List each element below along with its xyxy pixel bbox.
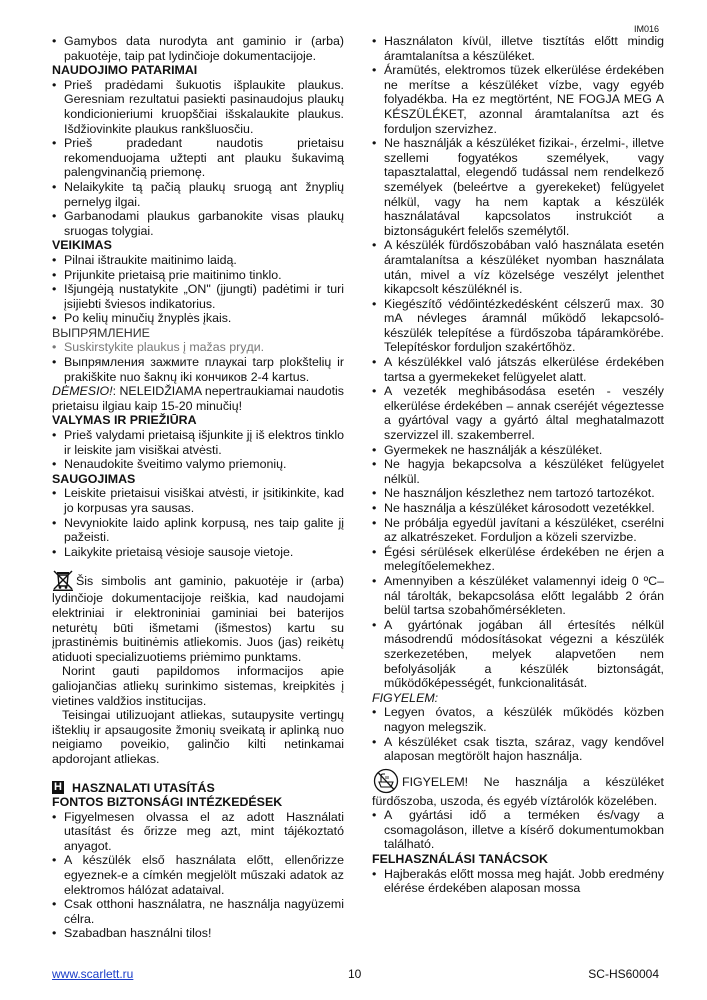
list-item: • Figyelmesen olvassa el az adott Használati utasítást és őrizze meg azt, mint tájékoztató anyagot. — [52, 810, 344, 854]
list-item: • Nenaudokite šveitimo valymo priemonių. — [52, 457, 344, 472]
list-item: • Prieš pradedant naudotis prietaisu rekomenduojama užtepti ant plauku šukavimą palengvinančią priemonę. — [52, 136, 344, 180]
hu-title-text: HASZNALATI UTASÍTÁS — [72, 780, 215, 795]
straighten-caption: ВЫПРЯМЛЕНИЕ — [52, 325, 150, 340]
list-item: • Gamybos data nurodyta ant gaminio ir (arba) pakuotėje, taip pat lydinčioje dokumentacijoje. — [52, 34, 344, 63]
list-item: • Išjungėją nustatykite „ON" (įjungti) padėtimi ir turi įsijiebti šviesos indikatorius. — [52, 282, 344, 311]
warning-label: DĖMESIO! — [52, 384, 113, 399]
list-item: • Laikykite prietaisą vėsioje sausoje vietoje. — [52, 545, 344, 560]
no-shower-paragraph — [372, 768, 664, 809]
list-item: • A vezeték meghibásodása esetén - veszély elkerülése érdekében – annak cseréjét végeztesse a gyártóval vagy a gyártó által meghatalmazott szervizzel ill. szakemberrel. — [372, 384, 664, 442]
hu-title — [52, 781, 344, 796]
no-bath-warning-icon — [372, 768, 400, 794]
list-item: • Hajberakás előtt mossa meg haját. Jobb eredmény elérése érdekében alaposan mossa — [372, 867, 664, 896]
usage-heading: NAUDOJIMO PATARIMAI — [52, 63, 198, 78]
weee-paragraph — [52, 569, 344, 664]
right-column — [372, 34, 664, 896]
list-item: • Suskirstykite plaukus į mažas pryди. — [52, 340, 344, 355]
list-item: • A készüléket csak tiszta, száraz, vagy kendővel alaposan megtörölt hajon használja. — [372, 735, 664, 764]
usage-tips-heading: FELHASZNÁLÁSI TANÁCSOK — [372, 852, 548, 867]
list-item: • Leiskite prietaisui visiškai atvėsti, ir įsitikinkite, kad jo korpusas yra sausas. — [52, 486, 344, 515]
list-item: • Prieš pradėdami šukuotis išplaukite plaukus. Geresniam rezultatui pasiekti pasinaudojus plaukų kondicionieriumi kruopščiai išskalaukite plaukus. Išdžiovinkite plaukus rankšluosčiu. — [52, 78, 344, 136]
list-item: • Prieš valydami prietaisą išjunkite jį iš elektros tinklo ir leiskite jam visiškai atvėsti. — [52, 428, 344, 457]
left-column — [52, 34, 344, 941]
list-item: • Gyermekek ne használják a készüléket. — [372, 443, 664, 458]
language-badge: H — [52, 781, 64, 794]
list-item: • Nelaikykite tą pačią plaukų sruogą ant žnyplių pernelyg ilgai. — [52, 180, 344, 209]
weee-paragraph-2: Norint gauti papildomos informacijos apie galiojančias atliekų surinkimo sistemas, kreipkitės į vietines valdžios institucijas. — [52, 664, 344, 708]
list-item: • Szabadban használni tilos! — [52, 926, 344, 941]
list-item: • Pilnai ištraukite maitinimo laidą. — [52, 253, 344, 268]
list-item: • Выпрямления зажмите плаукai tarp plokštelių ir prakiškite nuo šaknų iki кончиков 2-4 kartus. — [52, 355, 344, 384]
list-item: • Garbanodami plaukus garbanokite visas plaukų sruogas tolygiai. — [52, 209, 344, 238]
list-item: • A gyártási idő a terméken és/vagy a csomagoláson, illetve a kísérő dokumentumokban található. — [372, 808, 664, 852]
care-heading: VALYMAS IR PRIEŽIŪRA — [52, 413, 197, 428]
page-number: 10 — [348, 967, 362, 981]
list-item: • A gyártónak jogában áll értesítés nélkül másodrendű módosításokat végezni a készülék szerkezetében, melyek alapvetően nem befolyásolják a készülék biztonságát, működőképességét, funkcionalitását. — [372, 618, 664, 691]
list-item: • Legyen óvatos, a készülék működés közben nagyon melegszik. — [372, 705, 664, 734]
no-shower-text: FIGYELEM! Ne használja a készüléket fürdőszoba, uszoda, és egyéb víztárolók közelében. — [372, 774, 664, 808]
list-item: • Csak otthoni használatra, ne használja nagyüzemi célra. — [52, 897, 344, 926]
weee-text: Šis simbolis ant gaminio, pakuotėje ir (arba) lydinčioje dokumentacijoje reiškia, kad naudojami elektriniai ir elektroniniai gaminiai bei baterijos neturėtų būti išmetami (išmestos) kartu su įprastinėmis buitinėmis atliekomis. Juos (jas) reikėtų atiduoti specializuotiems priėmimo punktams. — [52, 574, 344, 664]
attention-label: FIGYELEM: — [372, 690, 439, 705]
footer — [52, 967, 659, 983]
storage-heading: SAUGOJIMAS — [52, 471, 136, 486]
list-item: • A készülékkel való játszás elkerülése érdekében tartsa a gyermekeket felügyelet alatt. — [372, 355, 664, 384]
hu-safety-heading: FONTOS BIZTONSÁGI INTÉZKEDÉSEK — [52, 795, 283, 810]
list-item: • Amennyiben a készüléket valamennyi ideig 0 ºC–nál tárolták, bekapcsolása előtt legalább 2 órán belül tartsa szobahőmérsékleten. — [372, 574, 664, 618]
list-item: • Prijunkite prietaisą prie maitinimo tinklo. — [52, 268, 344, 283]
list-item: • Használaton kívül, illetve tisztítás előtt mindig áramtalanítsa a készüléket. — [372, 34, 664, 63]
page-code: IM016 — [633, 24, 659, 34]
operation-heading: VEIKIMAS — [52, 238, 112, 253]
weee-paragraph-3: Teisingai utilizuojant atliekas, sutaupysite vertingų išteklių ir apsaugosite žmonių sveikatą ir aplinką nuo neigiamo poveikio, galinčio kilti netinkamai apdorojant atliekas. — [52, 708, 344, 766]
list-item: • Áramütés, elektromos tüzek elkerülése érdekében ne merítse a készüléket vízbe, vagy egyéb folyadékba. Ha ez megtörtént, NE FOGJA MEG A KÉSZÜLÉKET, azonnal áramtalanítsa azt és forduljon szervizhez. — [372, 63, 664, 136]
warning-paragraph — [52, 384, 344, 413]
list-item: • Ne használja a készüléket károsodott vezetékkel. — [372, 501, 664, 516]
list-item: • A készülék első használata előtt, ellenőrizze egyeznek-e a címkén megjelölt műszaki adatok az elektromos hálózat adataival. — [52, 853, 344, 897]
list-item: • Ne hagyja bekapcsolva a készüléket felügyelet nélkül. — [372, 457, 664, 486]
list-item: • Ne próbálja egyedül javítani a készüléket, cserélni az alkatrészeket. Forduljon a közeli szervizbe. — [372, 516, 664, 545]
list-item: • Ne használják a készüléket fizikai-, érzelmi-, illetve szellemi fogyatékos személyek, vagy tapasztalattal, elegendő tudással nem rendelkező személyek (beleértve a gyerekeket) felügyelet nélkül, vagy ha nem kaptak a készülék használatával kapcsolatos instrukciót a biztonságukért felelős személytől. — [372, 136, 664, 238]
list-item: • A készülék fürdőszobában való használata esetén áramtalanítsa a készüléket nyomban használata után, mivel a víz közelsége veszélyt jelenthet kikapcsolt készüléknél is. — [372, 238, 664, 296]
list-item: • Po kelių minučių žnyplės įkais. — [52, 311, 344, 326]
website-link[interactable]: www.scarlett.ru — [52, 967, 134, 981]
list-item: • Égési sérülések elkerülése érdekében ne érjen a melegítőelemekhez. — [372, 545, 664, 574]
list-item: • Nevyniokite laido aplink korpusą, nes taip galite jį pažeisti. — [52, 516, 344, 545]
list-item: • Kiegészítő védőintézkedésként célszerű max. 30 mA névleges áramnál működő lekapcsoló-készülék telepítése a fürdőszoba tápáramkörébe. Telepítéskor forduljon szakértőhöz. — [372, 297, 664, 355]
model-number: SC-HS60004 — [588, 967, 659, 981]
list-item: • Ne használjon készlethez nem tartozó tartozékot. — [372, 486, 664, 501]
crossed-bin-icon — [52, 569, 74, 591]
warning-text: : NELEIDŽIAMA nepertraukiamai naudotis prietaisu ilgiau kaip 15-20 minučių! — [52, 384, 344, 413]
